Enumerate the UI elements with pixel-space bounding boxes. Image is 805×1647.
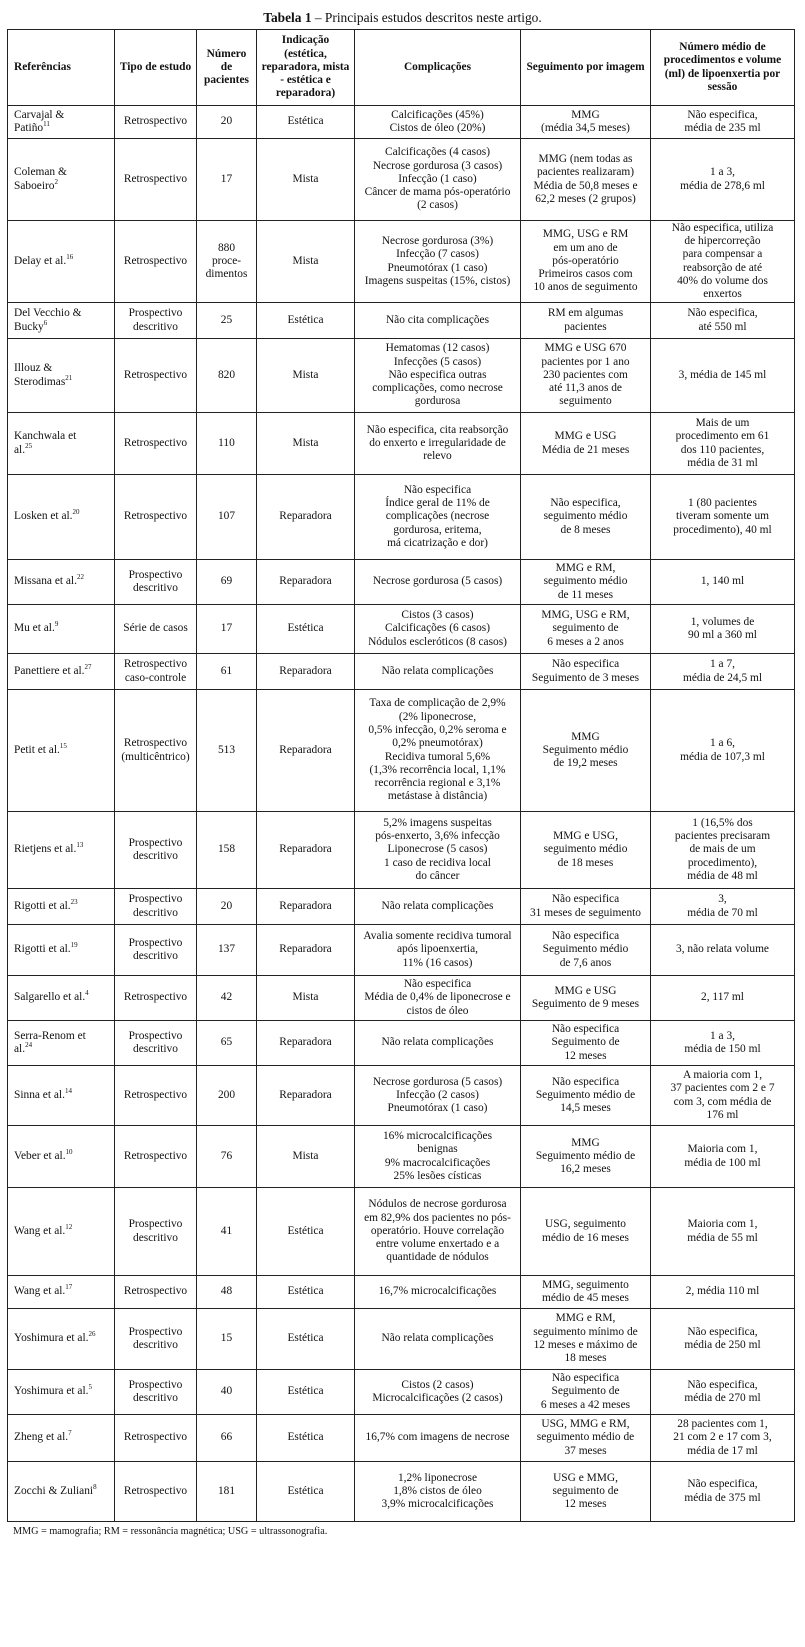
cell-numero-pacientes: 15 (197, 1309, 257, 1370)
table-title (0, 10, 805, 26)
cell-numero-pacientes: 107 (197, 475, 257, 560)
cell-tipo-estudo: Prospectivo descritivo (115, 1309, 197, 1370)
reference-number: 6 (43, 318, 48, 327)
table-title-text: – Principais estudos descritos neste artigo. (311, 10, 542, 25)
reference-number: 25 (25, 441, 33, 450)
cell-indicacao: Mista (257, 139, 355, 221)
table-row (8, 1021, 795, 1066)
table-footnote: MMG = mamografia; RM = ressonância magnética; USG = ultrassonografia. (13, 1526, 328, 1537)
table-row (8, 303, 795, 339)
cell-tipo-estudo: Retrospectivo (115, 1126, 197, 1188)
reference-number: 4 (85, 989, 89, 998)
cell-indicacao: Mista (257, 221, 355, 303)
table-row (8, 976, 795, 1021)
table-row (8, 339, 795, 413)
cell-referencia: Veber et al.$^{10}$ (8, 1126, 115, 1188)
cell-volume: 1 a 3, média de 150 ml (651, 1021, 795, 1066)
cell-referencia: Wang et al.$^{12}$ (8, 1188, 115, 1276)
cell-volume: Maioria com 1, média de 55 ml (651, 1188, 795, 1276)
table-row (8, 654, 795, 690)
cell-seguimento: Não especifica, seguimento médio de 8 meses (521, 475, 651, 560)
cell-indicacao: Reparadora (257, 889, 355, 925)
cell-numero-pacientes: 42 (197, 976, 257, 1021)
header-seguimento: Seguimento por imagem (521, 30, 651, 106)
cell-tipo-estudo: Retrospectivo (115, 106, 197, 139)
reference-number: 13 (76, 841, 84, 850)
cell-numero-pacientes: 110 (197, 413, 257, 475)
cell-referencia: Serra-Renom et al.$^{24}$ (8, 1021, 115, 1066)
cell-volume: 3, média de 145 ml (651, 339, 795, 413)
cell-seguimento: MMG e USG Média de 21 meses (521, 413, 651, 475)
cell-seguimento: Não especifica Seguimento de 3 meses (521, 654, 651, 690)
cell-referencia: Yoshimura et al.$^5$ (8, 1370, 115, 1415)
cell-seguimento: MMG e RM, seguimento médio de 11 meses (521, 560, 651, 605)
cell-volume: Não especifica, até 550 ml (651, 303, 795, 339)
cell-tipo-estudo: Prospectivo descritivo (115, 1370, 197, 1415)
reference-number: 20 (72, 508, 80, 517)
cell-tipo-estudo: Retrospectivo (115, 1066, 197, 1126)
cell-indicacao: Mista (257, 413, 355, 475)
cell-volume: Não especifica, média de 235 ml (651, 106, 795, 139)
cell-complicacoes: Não relata complicações (355, 889, 521, 925)
table-row (8, 1066, 795, 1126)
cell-seguimento: Não especifica Seguimento médio de 7,6 anos (521, 925, 651, 976)
cell-numero-pacientes: 48 (197, 1276, 257, 1309)
cell-referencia: Missana et al.$^{22}$ (8, 560, 115, 605)
cell-tipo-estudo: Retrospectivo (115, 221, 197, 303)
cell-complicacoes: Cistos (3 casos) Calcificações (6 casos) Nódulos escleróticos (8 casos) (355, 605, 521, 654)
cell-numero-pacientes: 40 (197, 1370, 257, 1415)
cell-complicacoes: Não especifica Média de 0,4% de liponecrose e cistos de óleo (355, 976, 521, 1021)
cell-volume: 3, média de 70 ml (651, 889, 795, 925)
cell-complicacoes: Não relata complicações (355, 1021, 521, 1066)
reference-number: 15 (59, 742, 67, 751)
cell-volume: 3, não relata volume (651, 925, 795, 976)
reference-number: 21 (65, 373, 73, 382)
table-row (8, 139, 795, 221)
cell-indicacao: Estética (257, 1415, 355, 1462)
table-row (8, 1276, 795, 1309)
cell-complicacoes: Avalia somente recidiva tumoral após lipoenxertia, 11% (16 casos) (355, 925, 521, 976)
cell-tipo-estudo: Prospectivo descritivo (115, 1188, 197, 1276)
cell-referencia: Rigotti et al.$^{19}$ (8, 925, 115, 976)
reference-number: 11 (43, 120, 50, 129)
table-row (8, 605, 795, 654)
cell-indicacao: Reparadora (257, 654, 355, 690)
cell-numero-pacientes: 20 (197, 106, 257, 139)
cell-complicacoes: 16,7% microcalcificações (355, 1276, 521, 1309)
cell-referencia: Rigotti et al.$^{23}$ (8, 889, 115, 925)
cell-complicacoes: Necrose gordurosa (5 casos) Infecção (2 casos) Pneumotórax (1 caso) (355, 1066, 521, 1126)
cell-numero-pacientes: 65 (197, 1021, 257, 1066)
cell-complicacoes: Calcificações (4 casos) Necrose gordurosa (3 casos) Infecção (1 caso) Câncer de mama pós-operatório (2 casos) (355, 139, 521, 221)
cell-numero-pacientes: 66 (197, 1415, 257, 1462)
table-row (8, 1188, 795, 1276)
cell-indicacao: Estética (257, 605, 355, 654)
cell-indicacao: Estética (257, 1462, 355, 1522)
cell-tipo-estudo: Retrospectivo (115, 1415, 197, 1462)
cell-tipo-estudo: Retrospectivo (115, 413, 197, 475)
cell-seguimento: Não especifica Seguimento médio de 14,5 meses (521, 1066, 651, 1126)
cell-volume: 28 pacientes com 1, 21 com 2 e 17 com 3, média de 17 ml (651, 1415, 795, 1462)
table-row (8, 1370, 795, 1415)
cell-indicacao: Estética (257, 1370, 355, 1415)
cell-seguimento: MMG e USG 670 pacientes por 1 ano 230 pacientes com até 11,3 anos de seguimento (521, 339, 651, 413)
cell-referencia: Carvajal & Patiño$^{11}$ (8, 106, 115, 139)
cell-complicacoes: Não relata complicações (355, 654, 521, 690)
cell-referencia: Wang et al.$^{17}$ (8, 1276, 115, 1309)
table-row (8, 1126, 795, 1188)
cell-seguimento: Não especifica Seguimento de 12 meses (521, 1021, 651, 1066)
cell-volume: A maioria com 1, 37 pacientes com 2 e 7 com 3, com média de 176 ml (651, 1066, 795, 1126)
cell-complicacoes: Não relata complicações (355, 1309, 521, 1370)
cell-numero-pacientes: 17 (197, 605, 257, 654)
reference-number: 2 (54, 177, 58, 186)
cell-volume: 2, média 110 ml (651, 1276, 795, 1309)
cell-volume: 1 (80 pacientes tiveram somente um procedimento), 40 ml (651, 475, 795, 560)
cell-seguimento: USG e MMG, seguimento de 12 meses (521, 1462, 651, 1522)
cell-indicacao: Reparadora (257, 1021, 355, 1066)
cell-complicacoes: Necrose gordurosa (3%) Infecção (7 casos) Pneumotórax (1 caso) Imagens suspeitas (15%, cistos) (355, 221, 521, 303)
cell-seguimento: MMG, USG e RM, seguimento de 6 meses a 2 anos (521, 605, 651, 654)
cell-indicacao: Reparadora (257, 812, 355, 889)
cell-volume: Não especifica, média de 375 ml (651, 1462, 795, 1522)
cell-complicacoes: Cistos (2 casos) Microcalcificações (2 casos) (355, 1370, 521, 1415)
cell-indicacao: Reparadora (257, 475, 355, 560)
cell-seguimento: MMG Seguimento médio de 16,2 meses (521, 1126, 651, 1188)
cell-numero-pacientes: 820 (197, 339, 257, 413)
cell-numero-pacientes: 181 (197, 1462, 257, 1522)
cell-referencia: Kanchwala et al.$^{25}$ (8, 413, 115, 475)
cell-tipo-estudo: Prospectivo descritivo (115, 812, 197, 889)
cell-seguimento: MMG (média 34,5 meses) (521, 106, 651, 139)
reference-number: 12 (65, 1223, 73, 1232)
cell-indicacao: Reparadora (257, 925, 355, 976)
cell-numero-pacientes: 158 (197, 812, 257, 889)
cell-complicacoes: 1,2% liponecrose 1,8% cistos de óleo 3,9% microcalcificações (355, 1462, 521, 1522)
cell-complicacoes: 16,7% com imagens de necrose (355, 1415, 521, 1462)
reference-number: 27 (84, 663, 92, 672)
cell-complicacoes: Hematomas (12 casos) Infecções (5 casos) Não especifica outras complicações, como necrose gordurosa (355, 339, 521, 413)
cell-seguimento: MMG e RM, seguimento mínimo de 12 meses e máximo de 18 meses (521, 1309, 651, 1370)
cell-tipo-estudo: Prospectivo descritivo (115, 1021, 197, 1066)
table-row (8, 475, 795, 560)
cell-tipo-estudo: Prospectivo descritivo (115, 560, 197, 605)
cell-volume: 1 (16,5% dos pacientes precisaram de mais de um procedimento), média de 48 ml (651, 812, 795, 889)
cell-indicacao: Estética (257, 1309, 355, 1370)
cell-referencia: Yoshimura et al.$^{26}$ (8, 1309, 115, 1370)
cell-seguimento: MMG, USG e RM em um ano de pós-operatório Primeiros casos com 10 anos de seguimento (521, 221, 651, 303)
reference-number: 10 (65, 1148, 73, 1157)
cell-seguimento: MMG e USG, seguimento médio de 18 meses (521, 812, 651, 889)
table-title-label: Tabela 1 (263, 10, 312, 25)
cell-referencia: Rietjens et al.$^{13}$ (8, 812, 115, 889)
cell-referencia: Del Vecchio & Bucky$^6$ (8, 303, 115, 339)
table-row (8, 889, 795, 925)
cell-indicacao: Estética (257, 1188, 355, 1276)
reference-number: 22 (76, 573, 84, 582)
cell-tipo-estudo: Prospectivo descritivo (115, 925, 197, 976)
header-referencias: Referências (8, 30, 115, 106)
table-row (8, 1415, 795, 1462)
cell-complicacoes: 5,2% imagens suspeitas pós-enxerto, 3,6% infecção Liponecrose (5 casos) 1 caso de recidiva local do câncer (355, 812, 521, 889)
reference-number: 8 (93, 1483, 97, 1492)
cell-tipo-estudo: Série de casos (115, 605, 197, 654)
cell-referencia: Salgarello et al.$^4$ (8, 976, 115, 1021)
reference-number: 9 (54, 620, 59, 629)
cell-referencia: Mu et al.$^9$ (8, 605, 115, 654)
cell-volume: 1 a 3, média de 278,6 ml (651, 139, 795, 221)
cell-indicacao: Estética (257, 106, 355, 139)
cell-tipo-estudo: Retrospectivo (115, 1462, 197, 1522)
cell-referencia: Sinna et al.$^{14}$ (8, 1066, 115, 1126)
reference-number: 14 (64, 1087, 72, 1096)
reference-number: 26 (88, 1330, 96, 1339)
cell-indicacao: Estética (257, 303, 355, 339)
table-row (8, 925, 795, 976)
header-complicacoes: Complicações (355, 30, 521, 106)
cell-numero-pacientes: 76 (197, 1126, 257, 1188)
cell-referencia: Zheng et al.$^7$ (8, 1415, 115, 1462)
cell-tipo-estudo: Retrospectivo caso-controle (115, 654, 197, 690)
cell-complicacoes: Não especifica, cita reabsorção do enxerto e irregularidade de relevo (355, 413, 521, 475)
cell-numero-pacientes: 20 (197, 889, 257, 925)
cell-complicacoes: 16% microcalcificações benignas 9% macrocalcificações 25% lesões císticas (355, 1126, 521, 1188)
cell-seguimento: USG, MMG e RM, seguimento médio de 37 meses (521, 1415, 651, 1462)
cell-complicacoes: Taxa de complicação de 2,9% (2% liponecrose, 0,5% infecção, 0,2% seroma e 0,2% pneumotórax) Recidiva tumoral 5,6% (1,3% recorrência local, 1,1% recorrência regional e 3,1% metástase à distância) (355, 690, 521, 812)
cell-volume: 2, 117 ml (651, 976, 795, 1021)
cell-indicacao: Estética (257, 1276, 355, 1309)
cell-referencia: Losken et al.$^{20}$ (8, 475, 115, 560)
reference-number: 24 (25, 1041, 33, 1050)
cell-referencia: Coleman & Saboeiro$^2$ (8, 139, 115, 221)
cell-seguimento: MMG Seguimento médio de 19,2 meses (521, 690, 651, 812)
cell-complicacoes: Não especifica Índice geral de 11% de complicações (necrose gordurosa, eritema, má cicatrização e dor) (355, 475, 521, 560)
cell-complicacoes: Necrose gordurosa (5 casos) (355, 560, 521, 605)
table-row (8, 1462, 795, 1522)
table-row (8, 1309, 795, 1370)
reference-number: 5 (88, 1383, 92, 1392)
header-indicacao: Indicação (estética, reparadora, mista - estética e reparadora) (257, 30, 355, 106)
cell-seguimento: MMG, seguimento médio de 45 meses (521, 1276, 651, 1309)
cell-tipo-estudo: Prospectivo descritivo (115, 303, 197, 339)
cell-referencia: Delay et al.$^{16}$ (8, 221, 115, 303)
header-tipo-estudo: Tipo de estudo (115, 30, 197, 106)
reference-number: 16 (66, 253, 74, 262)
cell-tipo-estudo: Prospectivo descritivo (115, 889, 197, 925)
cell-indicacao: Mista (257, 976, 355, 1021)
cell-indicacao: Reparadora (257, 690, 355, 812)
cell-numero-pacientes: 25 (197, 303, 257, 339)
table-row (8, 560, 795, 605)
cell-seguimento: Não especifica 31 meses de seguimento (521, 889, 651, 925)
cell-tipo-estudo: Retrospectivo (115, 976, 197, 1021)
cell-numero-pacientes: 880 proce- dimentos (197, 221, 257, 303)
table-header-row (8, 30, 795, 106)
cell-volume: Não especifica, média de 270 ml (651, 1370, 795, 1415)
cell-numero-pacientes: 17 (197, 139, 257, 221)
cell-tipo-estudo: Retrospectivo (115, 475, 197, 560)
cell-seguimento: MMG (nem todas as pacientes realizaram) Média de 50,8 meses e 62,2 meses (2 grupos) (521, 139, 651, 221)
cell-tipo-estudo: Retrospectivo (multicêntrico) (115, 690, 197, 812)
cell-numero-pacientes: 200 (197, 1066, 257, 1126)
cell-complicacoes: Calcificações (45%) Cistos de óleo (20%) (355, 106, 521, 139)
cell-referencia: Illouz & Sterodimas$^{21}$ (8, 339, 115, 413)
cell-volume: 1, volumes de 90 ml a 360 ml (651, 605, 795, 654)
cell-volume: Não especifica, utiliza de hipercorreção para compensar a reabsorção de até 40% do volume dos enxertos (651, 221, 795, 303)
header-numero-pacientes: Número de pacientes (197, 30, 257, 106)
cell-seguimento: MMG e USG Seguimento de 9 meses (521, 976, 651, 1021)
cell-referencia: Panettiere et al.$^{27}$ (8, 654, 115, 690)
table-row (8, 812, 795, 889)
cell-seguimento: Não especifica Seguimento de 6 meses a 42 meses (521, 1370, 651, 1415)
table-row (8, 221, 795, 303)
cell-indicacao: Mista (257, 1126, 355, 1188)
table-row (8, 413, 795, 475)
cell-seguimento: USG, seguimento médio de 16 meses (521, 1188, 651, 1276)
cell-numero-pacientes: 513 (197, 690, 257, 812)
cell-tipo-estudo: Retrospectivo (115, 339, 197, 413)
cell-tipo-estudo: Retrospectivo (115, 139, 197, 221)
cell-complicacoes: Não cita complicações (355, 303, 521, 339)
header-volume: Número médio de procedimentos e volume (ml) de lipoenxertia por sessão (651, 30, 795, 106)
cell-seguimento: RM em algumas pacientes (521, 303, 651, 339)
reference-number: 23 (70, 898, 78, 907)
cell-tipo-estudo: Retrospectivo (115, 1276, 197, 1309)
reference-number: 7 (68, 1429, 72, 1438)
cell-volume: Não especifica, média de 250 ml (651, 1309, 795, 1370)
cell-complicacoes: Nódulos de necrose gordurosa em 82,9% dos pacientes no pós- operatório. Houve correlação entre volume enxertado e a quantidade de nódulos (355, 1188, 521, 1276)
cell-volume: 1, 140 ml (651, 560, 795, 605)
cell-numero-pacientes: 69 (197, 560, 257, 605)
cell-referencia: Zocchi & Zuliani$^8$ (8, 1462, 115, 1522)
cell-referencia: Petit et al.$^{15}$ (8, 690, 115, 812)
table-row (8, 106, 795, 139)
reference-number: 19 (70, 941, 78, 950)
table-row (8, 690, 795, 812)
cell-numero-pacientes: 41 (197, 1188, 257, 1276)
studies-table (7, 29, 795, 1522)
cell-indicacao: Reparadora (257, 560, 355, 605)
cell-indicacao: Reparadora (257, 1066, 355, 1126)
cell-numero-pacientes: 137 (197, 925, 257, 976)
cell-volume: Maioria com 1, média de 100 ml (651, 1126, 795, 1188)
cell-indicacao: Mista (257, 339, 355, 413)
cell-volume: 1 a 7, média de 24,5 ml (651, 654, 795, 690)
cell-numero-pacientes: 61 (197, 654, 257, 690)
cell-volume: Mais de um procedimento em 61 dos 110 pacientes, média de 31 ml (651, 413, 795, 475)
reference-number: 17 (65, 1283, 73, 1292)
cell-volume: 1 a 6, média de 107,3 ml (651, 690, 795, 812)
